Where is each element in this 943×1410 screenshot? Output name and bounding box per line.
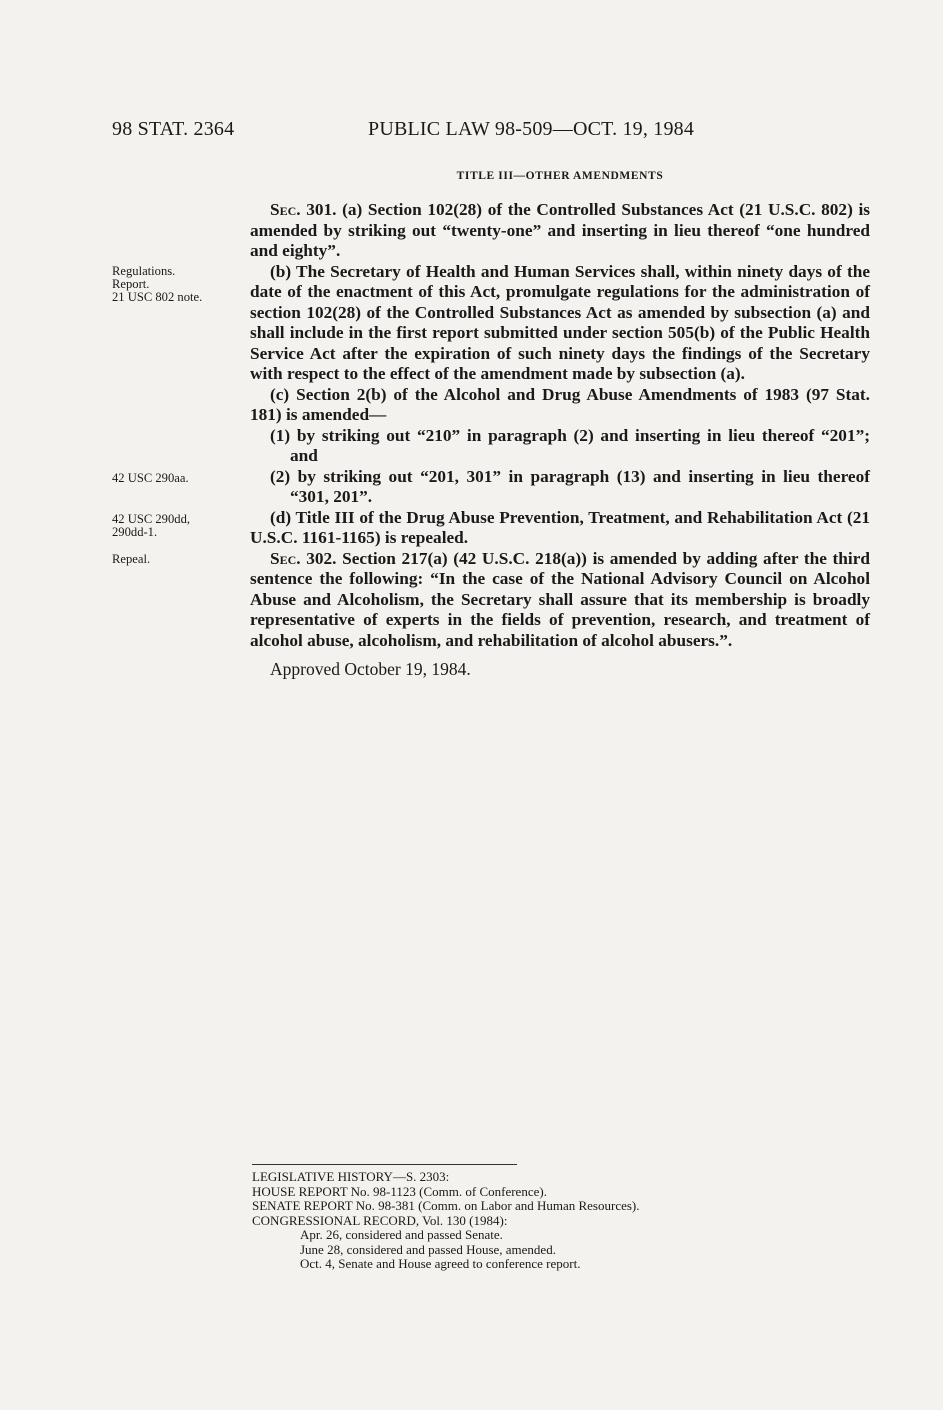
section-301-d: (d) Title III of the Drug Abuse Prevention, Treatment, and Rehabilitation Act (21 U.S.C. 1161-1165) is repealed. xyxy=(250,507,870,547)
section-301-a xyxy=(250,200,870,262)
congressional-record: CONGRESSIONAL RECORD, Vol. 130 (1984): xyxy=(252,1212,508,1228)
section-301-c-2: (2) by striking out “201, 301” in paragraph (13) and inserting in lieu thereof “301, 201”. xyxy=(270,466,870,506)
title-heading: TITLE III—OTHER AMENDMENTS xyxy=(456,170,664,182)
margin-note-regulations xyxy=(112,265,242,304)
section-301-c-1: (1) by striking out “210” in paragraph (2) and inserting in lieu thereof “201”; and xyxy=(270,425,870,465)
margin-note-usc-290dd xyxy=(112,513,242,539)
section-302-label: Sec. xyxy=(270,548,301,568)
section-302 xyxy=(250,549,870,652)
stat-page-number: 98 STAT. 2364 xyxy=(112,118,235,140)
house-report: HOUSE REPORT No. 98-1123 (Comm. of Conference). xyxy=(252,1183,547,1199)
margin-note-repeal: Repeal. xyxy=(112,552,151,566)
history-divider xyxy=(252,1164,517,1165)
history-heading: LEGISLATIVE HISTORY—S. 2303: xyxy=(252,1169,450,1184)
senate-report: SENATE REPORT No. 98-381 (Comm. on Labor and Human Resources). xyxy=(252,1198,640,1213)
margin-note-usc-290aa: 42 USC 290aa. xyxy=(112,471,189,485)
margin-note-usc-290dd-line1: 42 USC 290dd, xyxy=(112,512,191,526)
margin-note-usc-802: 21 USC 802 note. xyxy=(112,290,203,304)
record-entry: Oct. 4, Senate and House agreed to conference report. xyxy=(300,1256,581,1271)
section-302-text: 302. Section 217(a) (42 U.S.C. 218(a)) is amended by adding after the third sentence the following: “In the case of the National Advisory Council on Alcohol Abuse and Alcoholism, the Secretary shall assure that its membership is broadly representative of experts in the fields of prevention, research, and treatment of alcohol abuse, alcoholism, and rehabilitation of alcohol abusers.”. xyxy=(250,548,870,650)
approval-date: Approved October 19, 1984. xyxy=(270,659,471,679)
legislative-history xyxy=(252,1164,872,1272)
margin-note-report-label: Report. xyxy=(112,277,150,291)
margin-note-usc-290dd-line2: 290dd-1. xyxy=(112,525,158,539)
record-entry: Apr. 26, considered and passed Senate. xyxy=(300,1227,503,1242)
section-301-a-text: 301. (a) Section 102(28) of the Controlled Substances Act (21 U.S.C. 802) is amended by striking out “twenty-one” and inserting in lieu thereof “one hundred and eighty”. xyxy=(250,200,870,260)
record-entry: June 28, considered and passed House, amended. xyxy=(300,1241,556,1257)
law-title: PUBLIC LAW 98-509—OCT. 19, 1984 xyxy=(368,118,695,140)
section-301-c: (c) Section 2(b) of the Alcohol and Drug Abuse Amendments of 1983 (97 Stat. 181) is amended— xyxy=(250,384,870,424)
margin-note-regulations-label: Regulations. xyxy=(112,264,176,278)
section-301-b: (b) The Secretary of Health and Human Services shall, within ninety days of the date of the enactment of this Act, promulgate regulations for the administration of section 102(28) of the Controlled Substances Act as amended by subsection (a) and shall include in the first report submitted under section 505(b) of the Public Health Service Act after the expiration of such ninety days the findings of the Secretary with respect to the effect of the amendment made by subsection (a). xyxy=(250,261,870,383)
law-body xyxy=(250,200,870,680)
section-301-label: Sec. xyxy=(270,200,301,219)
